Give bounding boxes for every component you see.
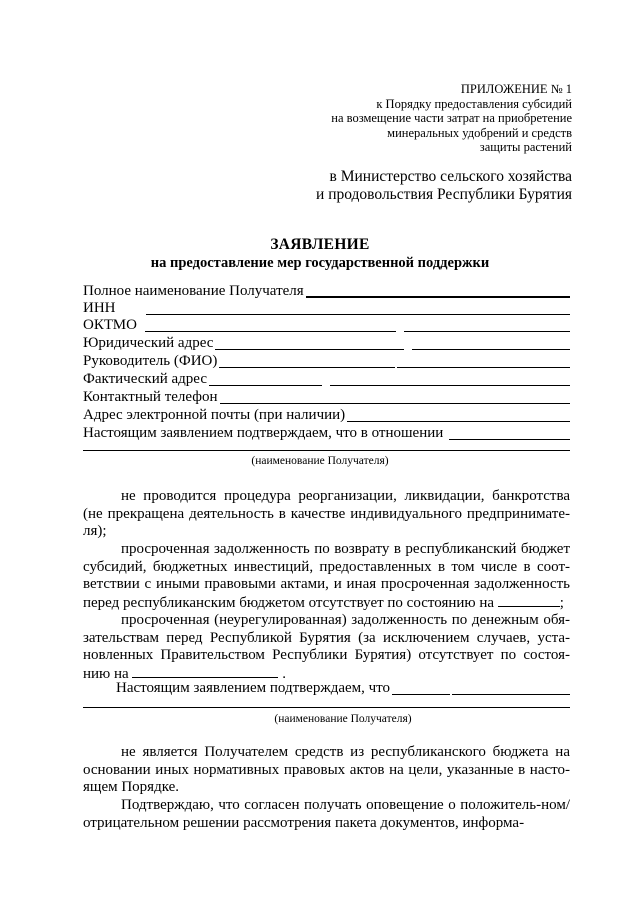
legal-address-blank-1[interactable] <box>215 337 404 350</box>
confirm-blank-2a[interactable] <box>392 682 450 695</box>
full-name-field[interactable] <box>83 283 570 300</box>
paragraph-notification-consent <box>83 797 570 832</box>
paragraph-text: просроченная (неурегулированная) задолженность по денежным обя-зательствам перед Республикой Бурятия (за исключением случаев, уста-новленных Правительством Республики Бурятия) отсутствует по состоя-нию на <box>83 612 570 683</box>
inn-field[interactable] <box>83 300 570 317</box>
recipient-note-2: (наименование Получателя) <box>274 713 412 725</box>
paragraph-no-obligation-debt <box>83 612 570 684</box>
legal-address-field[interactable] <box>83 335 570 352</box>
confirm-blank-2b[interactable] <box>452 682 570 695</box>
annex-line: к Порядку предоставления субсидий <box>376 96 572 111</box>
annex-line: минеральных удобрений и средств <box>387 125 572 140</box>
annex-line: на возмещение части затрат на приобретение <box>331 111 572 126</box>
legal-address-label: Юридический адрес <box>83 335 214 351</box>
phone-field[interactable] <box>83 389 570 406</box>
recipient-name-line-1[interactable] <box>83 450 570 451</box>
email-blank[interactable] <box>347 409 570 422</box>
confirm-blank[interactable] <box>449 427 570 440</box>
addressee-line: в Министерство сельского хозяйства <box>329 168 572 185</box>
head-field[interactable] <box>83 353 570 370</box>
email-label: Адрес электронной почты (при наличии) <box>83 407 346 423</box>
email-field[interactable] <box>83 407 570 424</box>
inn-blank[interactable] <box>146 302 571 315</box>
full-name-label: Полное наименование Получателя <box>83 283 304 299</box>
head-blank-2[interactable] <box>397 355 570 368</box>
confirm-label-2: Настоящим заявлением подтверждаем, что <box>116 680 391 696</box>
addressee <box>316 168 572 204</box>
confirm-label: Настоящим заявлением подтверждаем, что в отношении <box>83 425 444 441</box>
confirm-field[interactable] <box>83 425 570 442</box>
date-blank-2[interactable] <box>132 665 278 678</box>
paragraph-end: . <box>282 666 286 683</box>
paragraph-not-recipient <box>83 744 570 797</box>
document-title: ЗАЯВЛЕНИЕ <box>270 236 370 253</box>
annex-header <box>331 82 572 155</box>
paragraph-text: не проводится процедура реорганизации, ликвидации, банкротства (не прекращена деятельность в качестве индивидуального предпринимате-ля); <box>83 488 570 540</box>
annex-line: защиты растений <box>479 140 572 155</box>
confirm-field-2[interactable] <box>116 680 570 697</box>
head-label: Руководитель (ФИО) <box>83 353 218 369</box>
oktmo-blank-1[interactable] <box>145 319 396 332</box>
paragraph-no-budget-debt <box>83 541 570 613</box>
oktmo-blank-2[interactable] <box>404 319 570 332</box>
phone-blank[interactable] <box>220 391 571 404</box>
full-name-blank[interactable] <box>306 284 570 298</box>
phone-label: Контактный телефон <box>83 389 218 405</box>
oktmo-field[interactable] <box>83 317 570 334</box>
inn-label: ИНН <box>83 300 116 316</box>
actual-address-field[interactable] <box>83 371 570 388</box>
paragraph-text: не является Получателем средств из республиканского бюджета на основании иных нормативных правовых актов на цели, указанные в насто-ящем Порядке. <box>83 744 570 796</box>
paragraph-no-reorganization <box>83 488 570 541</box>
actual-address-blank-2[interactable] <box>330 373 570 386</box>
addressee-line: и продовольствия Республики Бурятия <box>316 186 572 203</box>
oktmo-label: ОКТМО <box>83 317 137 333</box>
recipient-name-line-2[interactable] <box>83 707 570 708</box>
document-subtitle: на предоставление мер государственной поддержки <box>150 255 490 271</box>
head-blank-1[interactable] <box>219 355 395 368</box>
actual-address-label: Фактический адрес <box>83 371 207 387</box>
paragraph-text: Подтверждаю, что согласен получать оповещение о положитель-ном/отрицательном решении рассмотрения пакета документов, информа- <box>83 797 570 831</box>
paragraph-end: ; <box>559 595 564 612</box>
paragraph-text: просроченная задолженность по возврату в республиканский бюджет субсидий, бюджетных инвестиций, предоставленных в том числе в соот-ветствии с иными правовыми актами, и иная просроченная задолженность перед республиканским бюджетом отсутствует по состоянию на <box>83 541 570 612</box>
legal-address-blank-2[interactable] <box>412 337 570 350</box>
recipient-note-1: (наименование Получателя) <box>251 455 389 467</box>
annex-number: ПРИЛОЖЕНИЕ № 1 <box>460 82 572 96</box>
date-blank-1[interactable] <box>498 594 560 607</box>
actual-address-blank-1[interactable] <box>209 373 322 386</box>
